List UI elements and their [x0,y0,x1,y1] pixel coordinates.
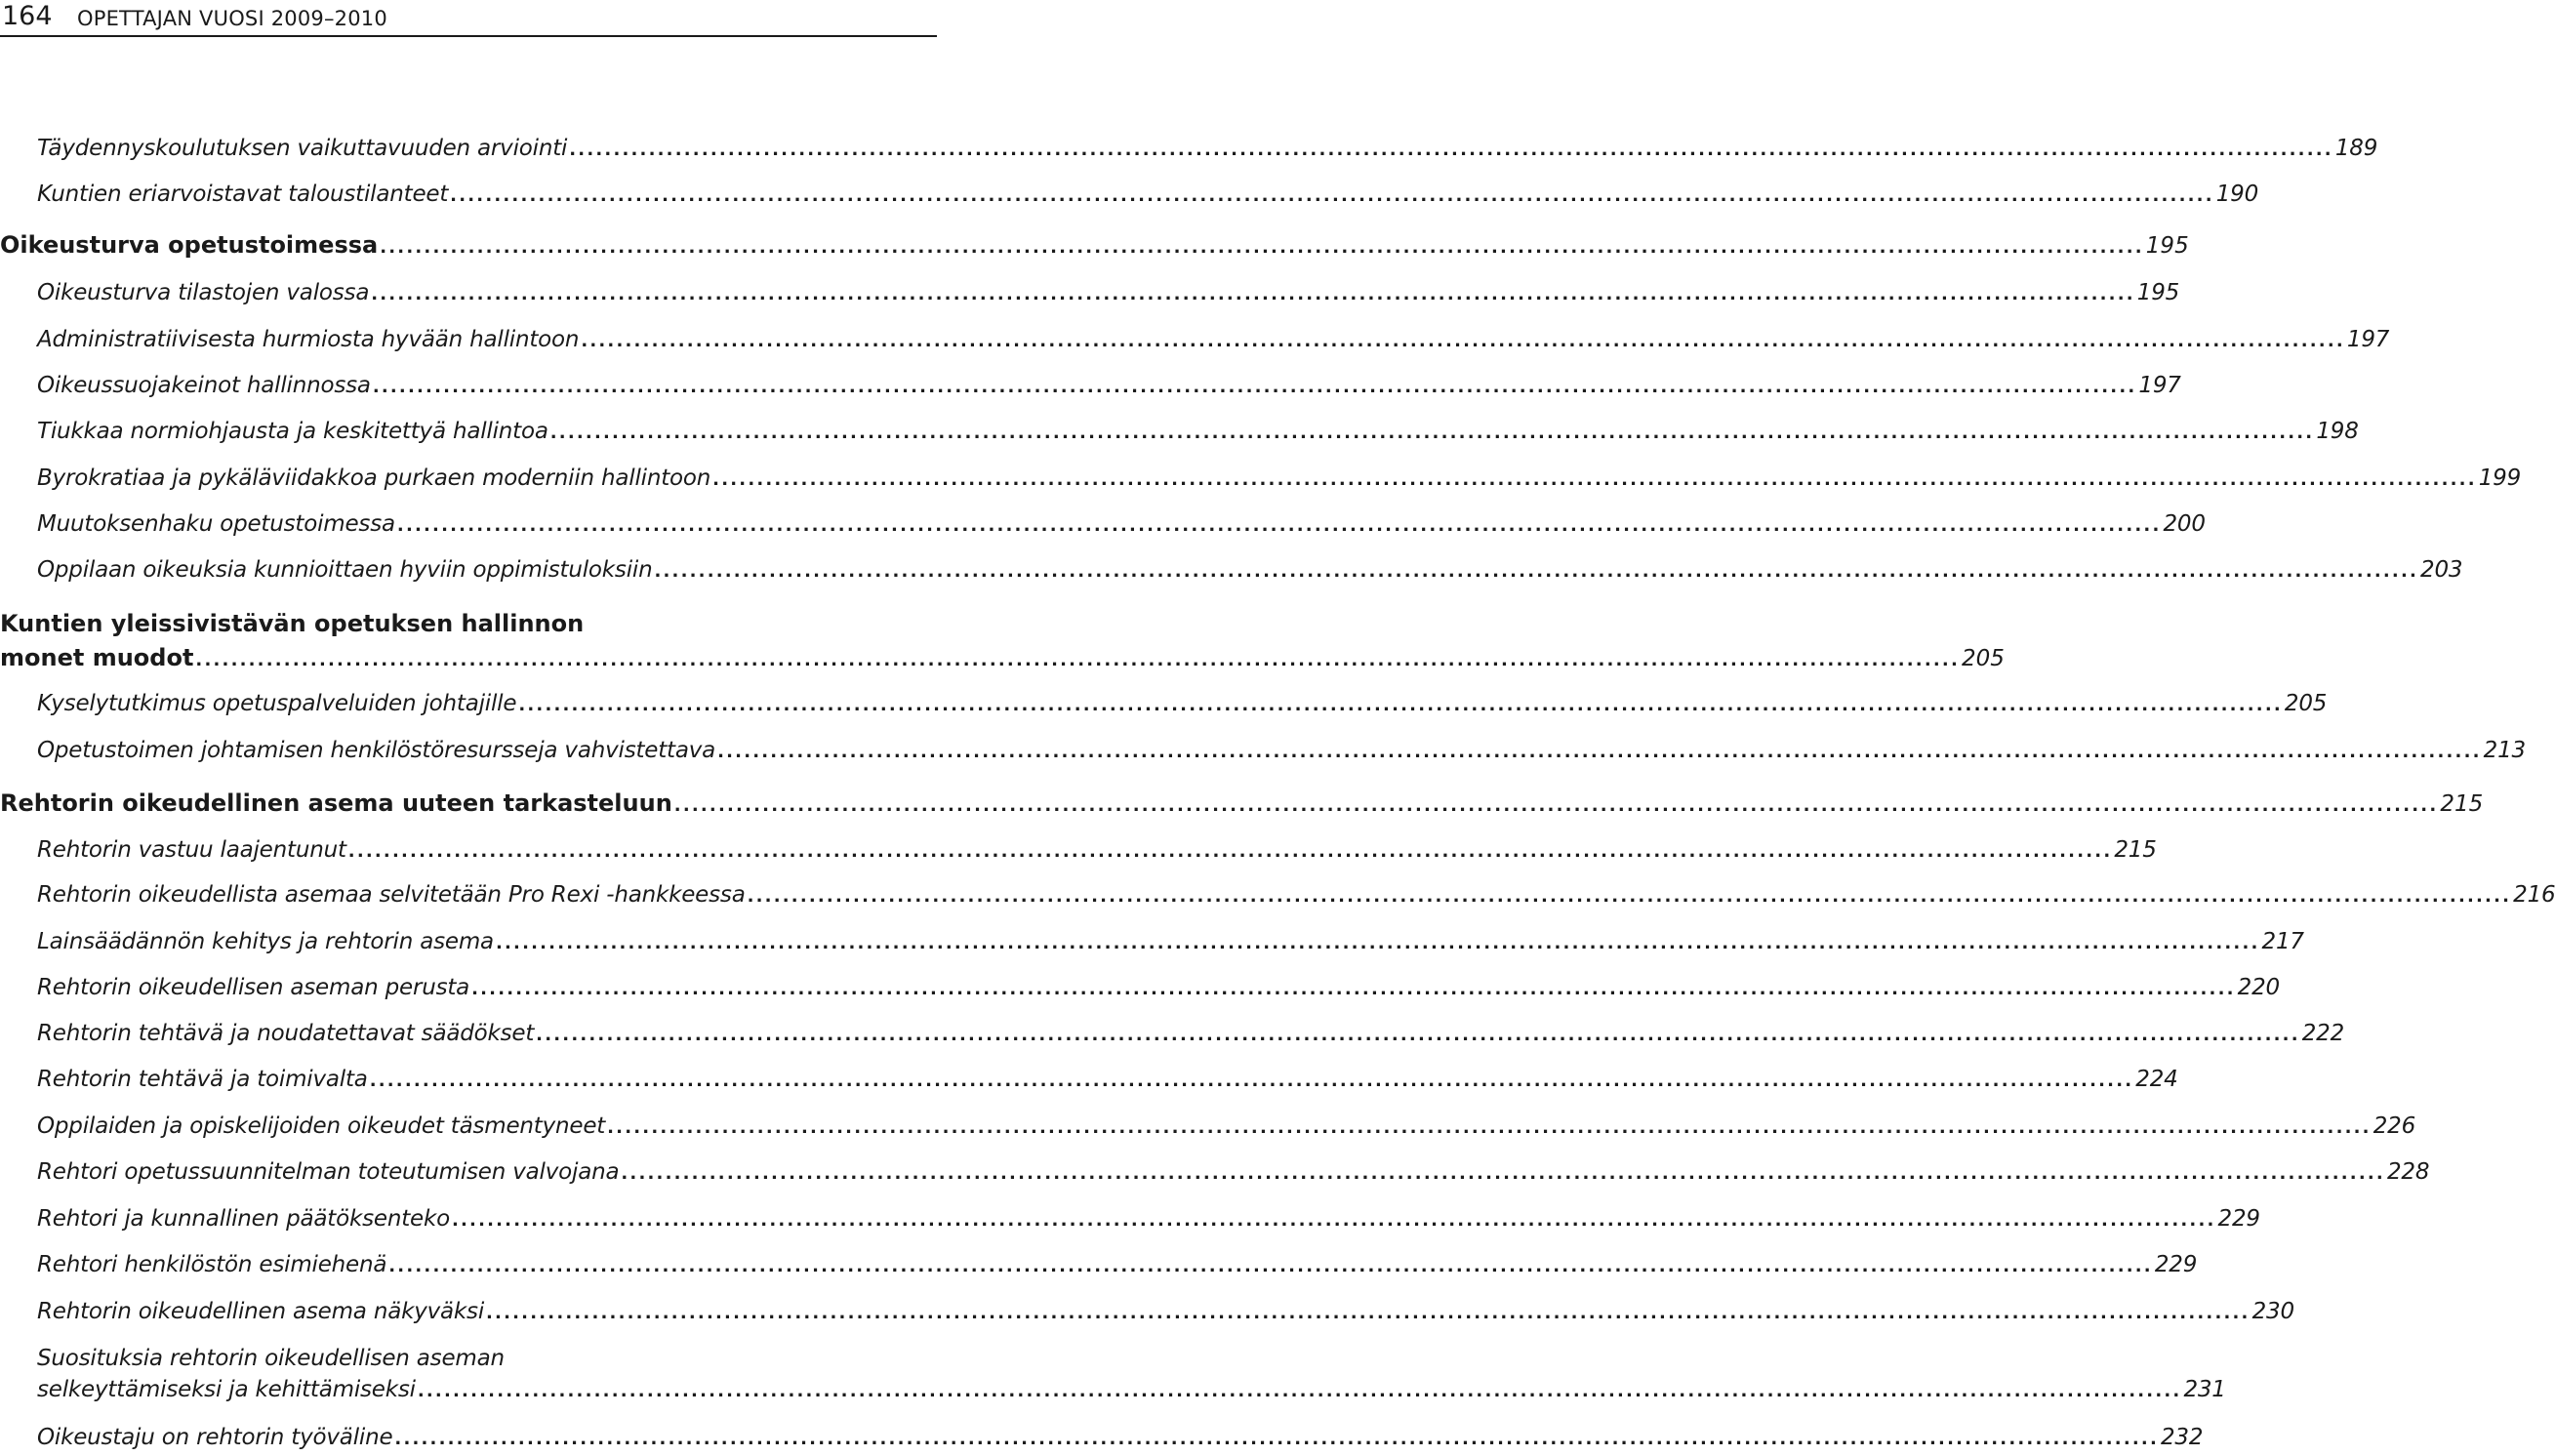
toc-dot-leader: ........................................................................................................................................................................................................ [451,1210,2216,1231]
toc-entry-title: Täydennyskoulutuksen vaikuttavuuden arviointi [37,136,568,161]
toc-dot-leader: ........................................................................................................................................................................................................ [581,331,2345,351]
toc-entry-title: Rehtorin tehtävä ja toimivalta [37,1067,368,1092]
toc-subsection-entry[interactable] [0,507,2206,541]
toc-dot-leader: ........................................................................................................................................................................................................ [380,237,2144,258]
toc-page-number: 197 [2138,373,2181,398]
toc-entry-title: Rehtori henkilöstön esimiehenä [37,1252,387,1277]
toc-subsection-entry[interactable] [0,1110,2416,1143]
toc-dot-leader: ........................................................................................................................................................................................................ [371,284,2135,304]
toc-subsection-entry[interactable] [0,462,2522,495]
toc-subsection-entry[interactable] [0,971,2280,1004]
toc-page-number: 217 [2261,929,2304,954]
toc-dot-leader: ........................................................................................................................................................................................................ [673,795,2439,816]
toc-page-number: 226 [2372,1113,2416,1139]
toc-entry-title: monet muodot [0,644,194,671]
toc-subsection-entry[interactable] [0,734,2526,767]
toc-page-number: 230 [2251,1299,2294,1324]
toc-page-number: 189 [2334,136,2378,161]
toc-subsection-entry[interactable] [0,1295,2294,1328]
toc-subsection-entry[interactable] [0,323,2390,356]
toc-section-entry[interactable] [0,787,2484,820]
toc-dot-leader: ........................................................................................................................................................................................................ [450,185,2214,206]
toc-page-number: 229 [2154,1252,2198,1277]
toc-page-number: 198 [2316,419,2359,444]
toc-subsection-entry[interactable] [0,1063,2178,1096]
page-number: 164 [2,1,53,31]
toc-entry-title: Rehtori opetussuunnitelman toteutumisen valvojana [37,1159,620,1185]
toc-page-number: 199 [2478,465,2522,491]
toc-page-number: 190 [2215,182,2259,207]
toc-entry-title: Rehtori ja kunnallinen päätöksenteko [37,1206,450,1232]
toc-subsection-entry[interactable] [0,178,2259,211]
toc-page-number: 195 [2145,233,2189,259]
toc-entry-title: Rehtorin oikeudellinen asema näkyväksi [37,1299,485,1324]
toc-page-number: 224 [2135,1067,2178,1092]
toc-page-number: 232 [2160,1425,2204,1450]
toc-dot-leader: ........................................................................................................................................................................................................ [549,423,2315,443]
toc-entry-title: Administratiivisesta hurmiosta hyvään hallintoon [37,327,580,352]
toc-subsection-entry[interactable] [0,833,2157,867]
toc-subsection-entry[interactable] [0,925,2304,958]
toc-page-number: 205 [2284,691,2328,716]
toc-subsection-entry[interactable] [0,1155,2430,1189]
toc-entry-title: Tiukkaa normiohjausta ja keskitettyä hallintoa [37,419,548,444]
toc-dot-leader: ........................................................................................................................................................................................................ [654,561,2419,582]
toc-page-number: 200 [2163,511,2206,537]
toc-dot-leader: ........................................................................................................................................................................................................ [388,1256,2153,1276]
toc-dot-leader: ........................................................................................................................................................................................................ [195,650,1960,670]
toc-entry-title: Kyselytutkimus opetuspalveluiden johtajille [37,691,517,716]
toc-dot-leader: ........................................................................................................................................................................................................ [394,1429,2159,1449]
toc-entry-title: Oikeustaju on rehtorin työväline [37,1425,393,1450]
toc-page-number: 203 [2420,557,2463,583]
toc-page-number: 216 [2513,882,2555,908]
toc-entry-title: Byrokratiaa ja pykäläviidakkoa purkaen moderniin hallintoon [37,465,711,491]
toc-dot-leader: ........................................................................................................................................................................................................ [518,695,2283,715]
toc-entry-title: Rehtorin vastuu laajentunut [37,837,346,863]
toc-entry-title: Rehtorin oikeudellisen aseman perusta [37,975,470,1000]
toc-dot-leader: ........................................................................................................................................................................................................ [621,1163,2385,1184]
toc-subsection-entry[interactable] [0,1202,2260,1235]
toc-dot-leader: ........................................................................................................................................................................................................ [607,1117,2372,1138]
toc-subsection-entry[interactable] [0,276,2180,309]
toc-entry-title: Rehtorin tehtävä ja noudatettavat säädökset [37,1021,535,1046]
toc-entry-title: Rehtorin oikeudellista asemaa selvitetään Pro Rexi -hankkeessa [37,882,746,908]
toc-entry-title: Oppilaiden ja opiskelijoiden oikeudet täsmentyneet [37,1113,606,1139]
toc-subsection-entry[interactable] [0,132,2378,165]
toc-entry-title: Oikeusturva tilastojen valossa [37,280,370,305]
toc-subsection-entry[interactable] [0,1017,2345,1050]
toc-dot-leader: ........................................................................................................................................................................................................ [747,886,2512,907]
toc-subsection-entry[interactable] [0,1248,2198,1281]
toc-dot-leader: ........................................................................................................................................................................................................ [471,979,2236,999]
toc-page-number: 205 [1962,646,2005,671]
toc-entry-title: Oppilaan oikeuksia kunnioittaen hyviin oppimistuloksiin [37,557,653,583]
toc-dot-leader: ........................................................................................................................................................................................................ [369,1071,2134,1091]
toc-entry-title: Kuntien eriarvoistavat taloustilanteet [37,182,449,207]
toc-entry-title-line1: Kuntien yleissivistävän opetuksen hallinnon [0,610,585,637]
toc-dot-leader: ........................................................................................................................................................................................................ [396,515,2162,536]
toc-page-number: 215 [2440,791,2484,817]
toc-entry-title: selkeyttämiseksi ja kehittämiseksi [37,1377,416,1402]
toc-page-number: 195 [2136,280,2180,305]
toc-page-number: 213 [2483,738,2526,763]
toc-page-number: 220 [2237,975,2280,1000]
toc-section-entry[interactable] [0,641,2005,674]
toc-subsection-entry[interactable] [0,687,2328,720]
toc-page-number: 231 [2183,1377,2226,1402]
toc-entry-title-line1: Suosituksia rehtorin oikeudellisen aseman [37,1346,505,1371]
toc-dot-leader: ........................................................................................................................................................................................................ [372,377,2137,397]
toc-entry-title: Oikeusturva opetustoimessa [0,231,379,259]
toc-entry-title: Rehtorin oikeudellinen asema uuteen tarkasteluun [0,789,672,817]
toc-entry-title: Muutoksenhaku opetustoimessa [37,511,395,537]
toc-subsection-entry[interactable] [0,369,2181,402]
page-header [0,0,937,37]
toc-subsection-entry[interactable] [0,1421,2204,1454]
toc-dot-leader: ........................................................................................................................................................................................................ [536,1025,2300,1045]
toc-dot-leader: ........................................................................................................................................................................................................ [495,933,2260,953]
running-title: OPETTAJAN VUOSI 2009–2010 [77,7,387,30]
toc-dot-leader: ........................................................................................................................................................................................................ [569,140,2333,160]
toc-page-number: 229 [2217,1206,2260,1232]
toc-dot-leader: ........................................................................................................................................................................................................ [712,469,2477,490]
toc-page-number: 215 [2114,837,2157,863]
toc-dot-leader: ........................................................................................................................................................................................................ [347,841,2113,862]
toc-dot-leader: ........................................................................................................................................................................................................ [486,1303,2251,1323]
toc-page-number: 228 [2386,1159,2430,1185]
toc-entry-title: Opetustoimen johtamisen henkilöstöresursseja vahvistettava [37,738,716,763]
toc-dot-leader: ........................................................................................................................................................................................................ [717,742,2482,762]
toc-subsection-entry[interactable] [0,553,2463,586]
toc-dot-leader: ........................................................................................................................................................................................................ [417,1381,2182,1401]
toc-subsection-entry[interactable] [0,1373,2226,1406]
toc-page-number: 222 [2301,1021,2345,1046]
toc-entry-title: Oikeussuojakeinot hallinnossa [37,373,371,398]
toc-section-entry[interactable] [0,228,2189,262]
toc-subsection-entry[interactable] [0,878,2555,911]
toc-subsection-entry[interactable] [0,415,2359,448]
toc-page-number: 197 [2346,327,2390,352]
toc-entry-title: Lainsäädännön kehitys ja rehtorin asema [37,929,494,954]
